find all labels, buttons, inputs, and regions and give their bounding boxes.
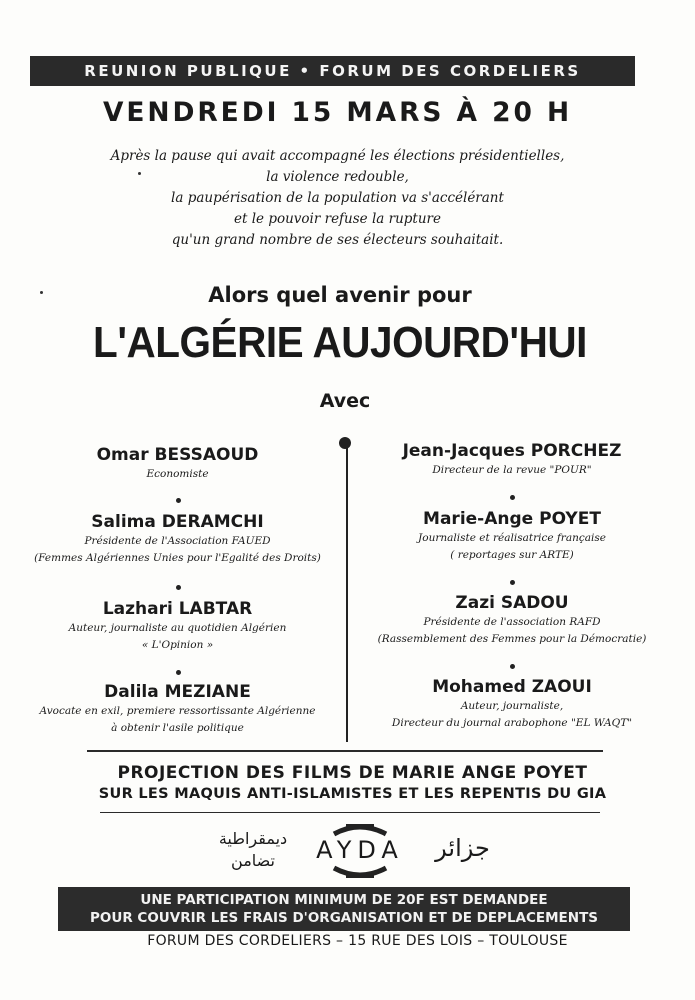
ayda-emblem: [304, 822, 416, 880]
speaker-name: Zazi SADOU: [455, 593, 569, 613]
section-rule: [100, 812, 600, 813]
separator-bullet: [176, 585, 181, 590]
speaker-role: Avocate en exil, premiere ressortissante Algérienne: [39, 705, 316, 717]
speaker-name: Mohamed ZAOUI: [432, 677, 592, 697]
speaker-name: Jean-Jacques PORCHEZ: [402, 441, 622, 461]
print-speck: [138, 172, 141, 175]
speaker-role: Directeur de la revue "POUR": [432, 464, 592, 476]
headline-title: L'ALGÉRIE AUJOURD'HUI: [93, 318, 587, 367]
arabic-word: تضامن: [231, 851, 275, 870]
speaker-name: Dalila MEZIANE: [104, 682, 251, 702]
speaker-role: Auteur, journaliste au quotidien Algérien: [68, 622, 287, 634]
speaker-bessaoud: [30, 444, 325, 483]
speaker-porchez: [362, 440, 662, 479]
notice-line: POUR COUVRIR LES FRAIS D'ORGANISATION ET DE DEPLACEMENTS: [89, 910, 599, 926]
speaker-zaoui: [362, 676, 662, 732]
speaker-role: à obtenir l'asile politique: [111, 722, 244, 734]
event-banner: REUNION PUBLIQUE • FORUM DES CORDELIERS: [30, 56, 635, 86]
column-divider: [346, 444, 348, 742]
intro-text: [40, 146, 635, 251]
speaker-role: Présidente de l'Association FAUED: [84, 535, 271, 547]
headline-question: Alors quel avenir pour: [208, 283, 472, 307]
separator-bullet: [510, 495, 515, 500]
speaker-name: Lazhari LABTAR: [102, 599, 253, 619]
speaker-name: Salima DERAMCHI: [91, 512, 264, 532]
organisation-logo: [200, 820, 500, 880]
section-rule: [87, 750, 603, 752]
arabic-algeria: جزائر: [435, 834, 490, 862]
projection-line: SUR LES MAQUIS ANTI-ISLAMISTES ET LES REPENTIS DU GIA: [98, 786, 607, 802]
intro-line: et le pouvoir refuse la rupture: [234, 211, 441, 227]
participation-notice: [58, 887, 630, 931]
film-projection: [0, 763, 695, 802]
speaker-role: ( reportages sur ARTE): [450, 549, 574, 561]
separator-bullet: [176, 670, 181, 675]
speaker-role: « L'Opinion »: [141, 639, 214, 651]
speaker-role: (Femmes Algériennes Unies pour l'Egalité des Droits): [34, 552, 321, 564]
speaker-meziane: [30, 681, 325, 737]
divider-dot: [339, 437, 351, 449]
notice-line: UNE PARTICIPATION MINIMUM DE 20F EST DEMANDEE: [140, 892, 548, 908]
separator-bullet: [510, 664, 515, 669]
speaker-name: Omar BESSAOUD: [96, 445, 259, 465]
arabic-slogan: [218, 828, 288, 872]
projection-line: PROJECTION DES FILMS DE MARIE ANGE POYET: [117, 763, 588, 783]
intro-line: qu'un grand nombre de ses électeurs souhaitait.: [171, 232, 504, 248]
speaker-role: (Rassemblement des Femmes pour la Démocratie): [377, 633, 647, 645]
speaker-name: Marie-Ange POYET: [423, 509, 601, 529]
separator-bullet: [176, 498, 181, 503]
speaker-role: Présidente de l'association RAFD: [423, 616, 601, 628]
arabic-word: ديمقراطية: [218, 829, 288, 848]
speaker-role: Journaliste et réalisatrice française: [418, 532, 606, 544]
event-date: VENDREDI 15 MARS À 20 H: [102, 97, 573, 128]
venue-address: FORUM DES CORDELIERS – 15 RUE DES LOIS – TOULOUSE: [147, 933, 568, 949]
speaker-role: Economiste: [146, 468, 209, 480]
intro-line: la paupérisation de la population va s'accélérant: [171, 190, 504, 206]
speaker-sadou: [362, 592, 662, 648]
intro-line: Après la pause qui avait accompagné les élections présidentielles,: [110, 148, 565, 164]
separator-bullet: [510, 580, 515, 585]
intro-line: la violence redouble,: [266, 169, 409, 185]
speaker-role: Directeur du journal arabophone "EL WAQT": [391, 717, 633, 729]
speakers-intro: Avec: [319, 390, 371, 412]
logo-name: AYDA: [316, 836, 404, 864]
speaker-poyet: [362, 508, 662, 564]
speaker-deramchi: [30, 511, 325, 567]
speaker-labtar: [30, 598, 325, 654]
speaker-role: Auteur, journaliste,: [460, 700, 564, 712]
